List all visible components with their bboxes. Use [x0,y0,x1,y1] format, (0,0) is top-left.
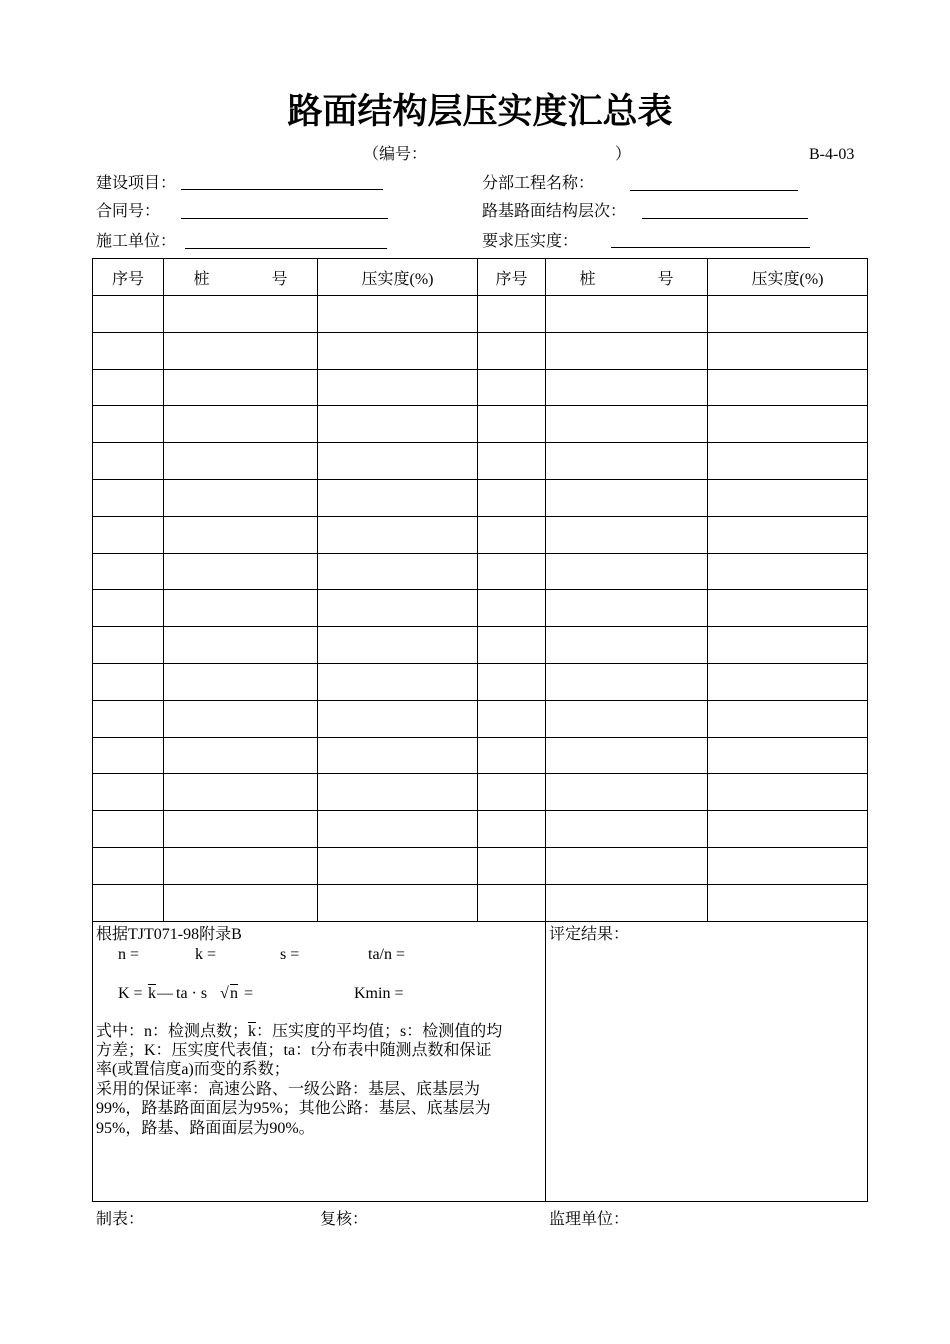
cell-compaction-right [708,553,868,590]
formula-lhs: K = [118,984,143,1002]
cell-seq-right [478,847,546,884]
notes-line: 率(或置信度a)而变的系数； [96,1061,290,1079]
cell-compaction-left [318,774,478,811]
cell-compaction-left [318,700,478,737]
cell-compaction-left [318,296,478,333]
k-label: k = [195,945,217,963]
cell-seq-left [93,296,164,333]
cell-pile-left [164,737,318,774]
cell-pile-right [546,406,708,443]
notes-line: 方差；K：压实度代表值；ta：t分布表中随测点数和保证 [96,1041,492,1059]
cell-pile-right [546,663,708,700]
formula-minus: — [157,984,173,1002]
formula-kbar: $\overline{k}$ [148,984,156,1002]
cell-compaction-left [318,406,478,443]
cell-pile-right [546,443,708,480]
cell-compaction-left [318,590,478,627]
notes-line1-post: ：压实度的平均值；s：检测值的均 [256,1022,503,1040]
cell-compaction-left [318,884,478,921]
cell-pile-left [164,553,318,590]
cell-pile-left [164,774,318,811]
structure-layer-blank [642,218,808,219]
cell-pile-right [546,627,708,664]
reviewed-by-label: 复核： [320,1211,369,1228]
cell-seq-right [478,774,546,811]
table-row [93,516,868,553]
cell-pile-left [164,516,318,553]
cell-seq-left [93,369,164,406]
s-label: s = [280,945,300,963]
cell-pile-right [546,774,708,811]
table-row [93,811,868,848]
header-compaction-right: 压实度(%) [708,259,868,296]
required-compaction-blank [611,247,810,248]
header-compaction-left: 压实度(%) [318,259,478,296]
cell-compaction-left [318,627,478,664]
header-seq-left: 序号 [93,259,164,296]
cell-seq-left [93,590,164,627]
cell-compaction-right [708,296,868,333]
compaction-table [92,258,868,1202]
cell-seq-left [93,737,164,774]
cell-compaction-left [318,443,478,480]
cell-compaction-left [318,737,478,774]
cell-seq-left [93,479,164,516]
cell-compaction-right [708,479,868,516]
table-row [93,774,868,811]
formula-eq: = [244,984,254,1002]
cell-seq-right [478,553,546,590]
notes-line: 采用的保证率：高速公路、一级公路：基层、底基层为 [96,1080,481,1098]
prepared-by-label: 制表： [96,1211,145,1228]
cell-compaction-left [318,479,478,516]
table-row [93,553,868,590]
cell-seq-left [93,884,164,921]
cell-pile-right [546,332,708,369]
formula-root: √ [220,984,229,1002]
cell-seq-left [93,443,164,480]
cell-seq-right [478,590,546,627]
cell-seq-right [478,700,546,737]
cell-pile-left [164,406,318,443]
code-close-label: ） [615,146,632,163]
structure-layer-label: 路基路面结构层次： [482,203,627,220]
cell-seq-left [93,700,164,737]
evaluation-cell [546,921,868,1201]
cell-seq-left [93,406,164,443]
notes-line [96,1022,502,1041]
cell-compaction-left [318,663,478,700]
cell-seq-left [93,663,164,700]
cell-pile-left [164,479,318,516]
cell-seq-right [478,737,546,774]
cell-pile-left [164,884,318,921]
cell-compaction-left [318,553,478,590]
cell-seq-left [93,627,164,664]
notes-line: 95%，路基、路面面层为90%。 [96,1119,315,1137]
table-row [93,884,868,921]
cell-seq-right [478,884,546,921]
table-row [93,369,868,406]
cell-compaction-right [708,516,868,553]
cell-seq-right [478,443,546,480]
cell-compaction-right [708,663,868,700]
table-row [93,406,868,443]
cell-pile-right [546,369,708,406]
cell-pile-left [164,627,318,664]
code-open-label: （编号： [363,146,428,163]
notes-line1-pre: 式中：n：检测点数； [96,1022,249,1040]
table-row [93,296,868,333]
cell-pile-right [546,737,708,774]
cell-pile-left [164,332,318,369]
cell-compaction-right [708,700,868,737]
cell-pile-right [546,847,708,884]
cell-seq-right [478,296,546,333]
cell-compaction-left [318,811,478,848]
cell-pile-left [164,811,318,848]
cell-compaction-right [708,737,868,774]
supervisor-label: 监理单位： [549,1211,630,1228]
table-row [93,737,868,774]
notes-text [96,1022,502,1138]
table-row [93,627,868,664]
formula-root-arg: n [230,984,238,1002]
cell-pile-right [546,553,708,590]
cell-compaction-right [708,406,868,443]
basis-text: 根据TJT071-98附录B [96,925,242,943]
kmin-label: Kmin = [354,984,404,1002]
calculation-cell [93,921,546,1201]
cell-seq-left [93,516,164,553]
cell-compaction-right [708,332,868,369]
notes-line1-kbar: $\overline{k}$ [248,1022,257,1040]
summary-row [93,921,868,1201]
cell-compaction-right [708,443,868,480]
cell-pile-left [164,296,318,333]
cell-seq-left [93,774,164,811]
cell-compaction-right [708,884,868,921]
sub-works-label: 分部工程名称： [482,175,595,192]
required-compaction-label: 要求压实度： [482,233,579,250]
notes-line: 99%，路基路面面层为95%；其他公路：基层、底基层为 [96,1100,491,1118]
cell-pile-right [546,516,708,553]
contract-blank [181,218,388,219]
cell-compaction-right [708,369,868,406]
cell-pile-right [546,884,708,921]
form-id: B-4-03 [809,146,855,163]
header-pile-left: 桩 号 [164,259,318,296]
page-title: 路面结构层压实度汇总表 [287,92,673,131]
cell-compaction-right [708,847,868,884]
cell-seq-right [478,369,546,406]
table-row [93,700,868,737]
cell-pile-left [164,700,318,737]
cell-compaction-right [708,590,868,627]
cell-pile-left [164,590,318,627]
cell-pile-right [546,590,708,627]
formula-product: ta · s [176,984,208,1002]
contract-label: 合同号： [96,203,161,220]
project-label: 建设项目： [96,175,177,192]
table-row [93,443,868,480]
cell-compaction-left [318,369,478,406]
cell-compaction-left [318,516,478,553]
cell-compaction-right [708,774,868,811]
project-blank [181,189,383,190]
cell-pile-right [546,296,708,333]
header-pile-right: 桩 号 [546,259,708,296]
sub-works-blank [630,190,798,191]
cell-compaction-left [318,332,478,369]
cell-compaction-right [708,811,868,848]
cell-pile-left [164,369,318,406]
cell-compaction-right [708,627,868,664]
table-row [93,479,868,516]
cell-pile-right [546,479,708,516]
cell-pile-left [164,443,318,480]
cell-seq-left [93,553,164,590]
cell-pile-left [164,847,318,884]
cell-seq-right [478,332,546,369]
table-row [93,590,868,627]
header-seq-right: 序号 [478,259,546,296]
cell-seq-right [478,516,546,553]
contractor-label: 施工单位： [96,233,177,250]
cell-seq-left [93,847,164,884]
cell-seq-right [478,406,546,443]
cell-seq-right [478,663,546,700]
table-header-row [93,259,868,296]
table-row [93,847,868,884]
evaluation-label: 评定结果： [549,925,630,943]
ta-n-label: ta/n = [368,945,406,963]
table-row [93,332,868,369]
cell-seq-right [478,479,546,516]
table-row [93,663,868,700]
cell-pile-left [164,663,318,700]
cell-pile-right [546,811,708,848]
cell-seq-left [93,332,164,369]
cell-seq-right [478,627,546,664]
n-label: n = [118,945,140,963]
cell-pile-right [546,700,708,737]
cell-seq-left [93,811,164,848]
cell-compaction-left [318,847,478,884]
contractor-blank [185,248,387,249]
cell-seq-right [478,811,546,848]
